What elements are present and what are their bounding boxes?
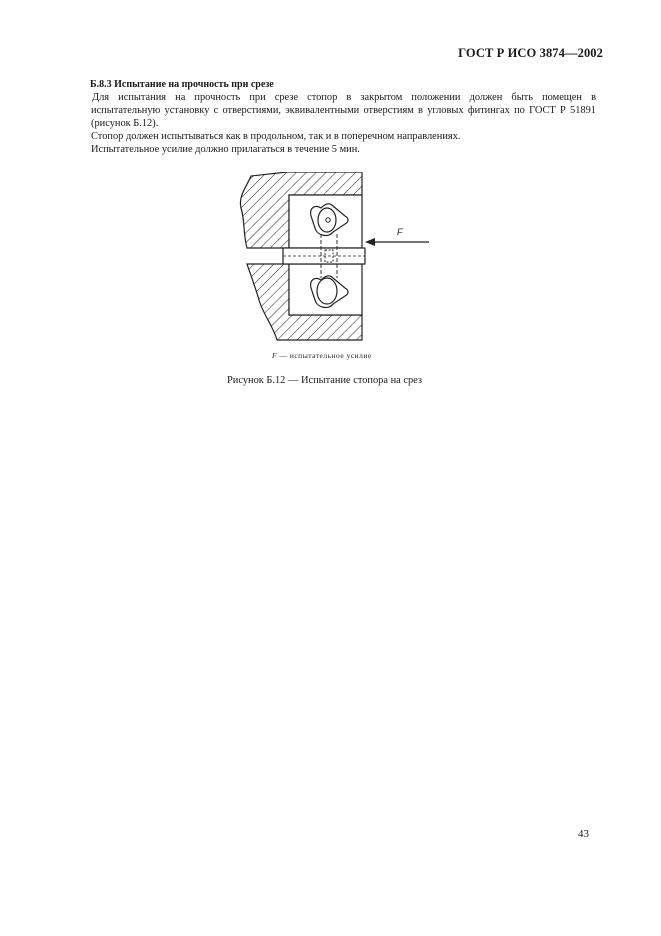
arrowhead [365, 238, 375, 246]
force-label: F [397, 227, 403, 237]
paragraph-duration: Испытательное усилие должно прилагаться в течение 5 мин. [91, 144, 360, 155]
paragraph-directions: Стопор должен испытываться как в продольном, так и в поперечном направлениях. [91, 131, 461, 142]
legend-text: — испытательное усилие [277, 351, 372, 360]
page-number: 43 [578, 828, 589, 840]
legend-symbol: F [272, 351, 278, 360]
paragraph-line: Для испытания на прочность при срезе стопор в закрытом положении должен быть помещен в [92, 92, 596, 103]
paragraph-line: (рисунок Б.12). [91, 118, 159, 129]
figure-shear-test [237, 172, 437, 347]
section-title: Б.8.3 Испытание на прочность при срезе [90, 79, 274, 90]
paragraph-line: испытательную установку с отверстиями, эквивалентными отверстиям в угловых фитингах по ГОСТ Р 51891 [91, 105, 596, 116]
paragraph-test-procedure [91, 91, 596, 130]
figure-caption: Рисунок Б.12 — Испытание стопора на срез [227, 375, 423, 386]
shear-test-drawing [237, 172, 437, 347]
document-header: ГОСТ Р ИСО 3874—2002 [458, 46, 603, 60]
figure-legend [272, 351, 372, 360]
